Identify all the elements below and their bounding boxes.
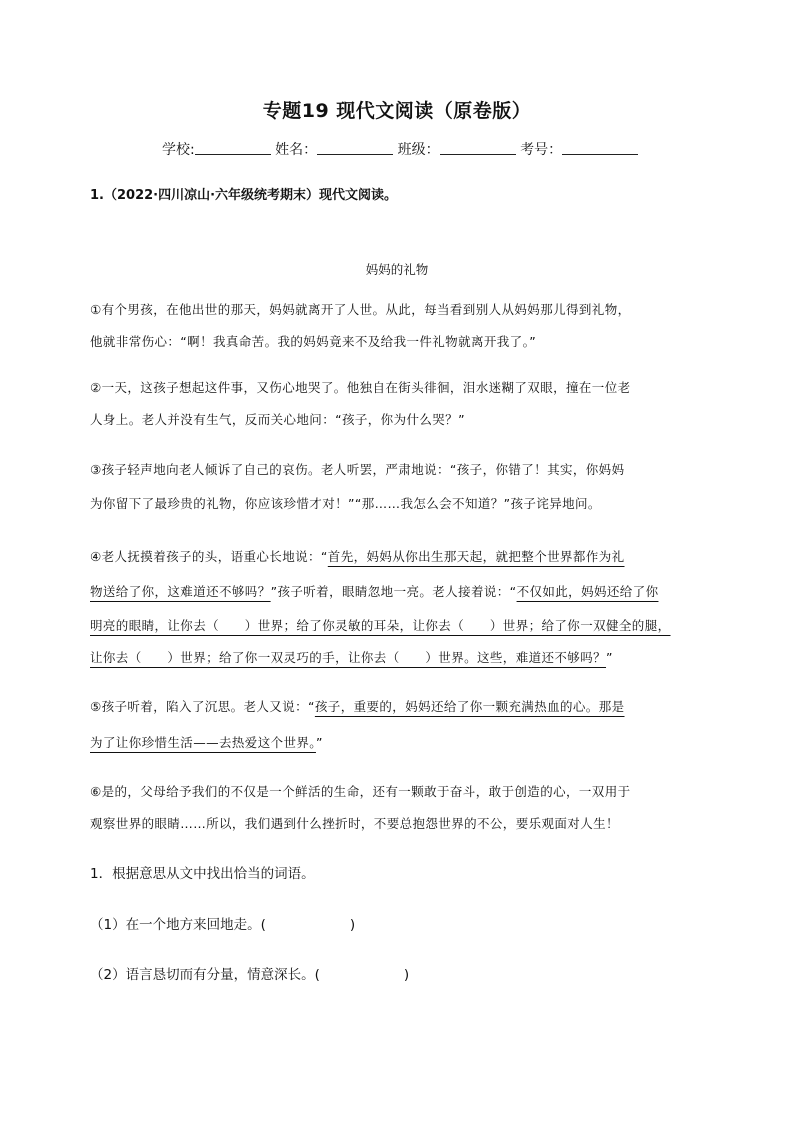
paragraph-4-line-1 bbox=[90, 547, 625, 565]
paragraph-3-line-1: ③孩子轻声地向老人倾诉了自己的哀伤。老人听罢，严肃地说：“孩子，你错了！其实，你妈妈 bbox=[90, 462, 625, 477]
p4-l1-plain: ④老人抚摸着孩子的头，语重心长地说：“ bbox=[90, 549, 328, 564]
p5-l1-underlined: 孩子，重要的，妈妈还给了你一颗充满热血的心。那是 bbox=[314, 699, 625, 714]
p4-l4-plain: ” bbox=[606, 650, 613, 665]
p4-l4-underlined: 让你去（ ）世界；给了你一双灵巧的手，让你去（ ）世界。这些，难道还不够吗？ bbox=[90, 650, 607, 665]
p4-l1-underlined: 首先，妈妈从你出生那天起，就把整个世界都作为礼 bbox=[327, 549, 625, 564]
paragraph-6-line-1: ⑥是的，父母给予我们的不仅是一个鲜活的生命，还有一颗敢于奋斗，敢于创造的心，一双用于 bbox=[90, 784, 631, 799]
paragraph-5-line-2 bbox=[90, 733, 323, 751]
p4-l2-underlined-b: 不仅如此，妈妈还给了你 bbox=[516, 584, 659, 599]
p5-l2-underlined: 为了让你珍惜生活——去热爱这个世界。 bbox=[90, 735, 316, 750]
page-title: 专题19 现代文阅读（原卷版） bbox=[262, 100, 532, 122]
p4-l2-underlined-a: 物送给了你，这难道还不够吗？ bbox=[90, 584, 271, 599]
paragraph-1-line-2: 他就非常伤心：“啊！我真命苦。我的妈妈竟来不及给我一件礼物就离开我了。” bbox=[90, 334, 537, 349]
student-info-line bbox=[162, 139, 638, 159]
paragraph-4-line-3: 明亮的眼睛，让你去（ ）世界；给了你灵敏的耳朵，让你去（ ）世界；给了你一双健全的腿， bbox=[90, 618, 671, 633]
school-blank bbox=[195, 140, 271, 155]
question-header: 1.（2022·四川凉山·六年级统考期末）现代文阅读。 bbox=[90, 188, 398, 203]
sub-question: 1．根据意思从文中找出恰当的词语。 bbox=[90, 866, 315, 882]
name-blank bbox=[317, 140, 393, 155]
p5-l2-plain: ” bbox=[315, 735, 323, 750]
school-label: 学校: bbox=[162, 142, 195, 158]
item-2-close: ) bbox=[403, 967, 410, 983]
p4-l2-plain: ”孩子听着，眼睛忽地一亮。老人接着说：“ bbox=[270, 584, 517, 599]
paragraph-6-line-2: 观察世界的眼睛……所以，我们遇到什么挫折时，不要总抱怨世界的不公，要乐观面对人生！ bbox=[90, 816, 619, 831]
answer-item-2 bbox=[90, 963, 409, 983]
paragraph-5-line-1 bbox=[90, 697, 625, 715]
item-1-label: （1）在一个地方来回地走。( bbox=[90, 917, 266, 933]
paragraph-1-line-1: ①有个男孩，在他出世的那天，妈妈就离开了人世。从此，每当看到别人从妈妈那儿得到礼物， bbox=[90, 302, 631, 317]
name-label: 姓名： bbox=[275, 142, 318, 158]
p5-l1-plain: ⑤孩子听着，陷入了沉思。老人又说：“ bbox=[90, 699, 315, 714]
exam-no-blank bbox=[562, 140, 638, 155]
paragraph-4-line-2 bbox=[90, 582, 658, 600]
exam-no-label: 考号： bbox=[520, 142, 563, 158]
answer-item-1 bbox=[90, 913, 355, 933]
class-label: 班级： bbox=[397, 142, 440, 158]
item-1-close: ) bbox=[349, 917, 356, 933]
paragraph-3-line-2: 为你留下了最珍贵的礼物，你应该珍惜才对！”“那……我怎么会不知道？”孩子诧异地问。 bbox=[90, 496, 601, 511]
class-blank bbox=[440, 140, 516, 155]
passage-title: 妈妈的礼物 bbox=[365, 262, 429, 277]
paragraph-4-line-4 bbox=[90, 648, 613, 666]
paragraph-2-line-1: ②一天，这孩子想起这件事，又伤心地哭了。他独自在街头徘徊，泪水迷糊了双眼，撞在一位老 bbox=[90, 380, 631, 395]
paragraph-2-line-2: 人身上。老人并没有生气，反而关心地问：“孩子，你为什么哭？” bbox=[90, 412, 465, 427]
item-2-label: （2）语言恳切而有分量，情意深长。( bbox=[90, 967, 320, 983]
